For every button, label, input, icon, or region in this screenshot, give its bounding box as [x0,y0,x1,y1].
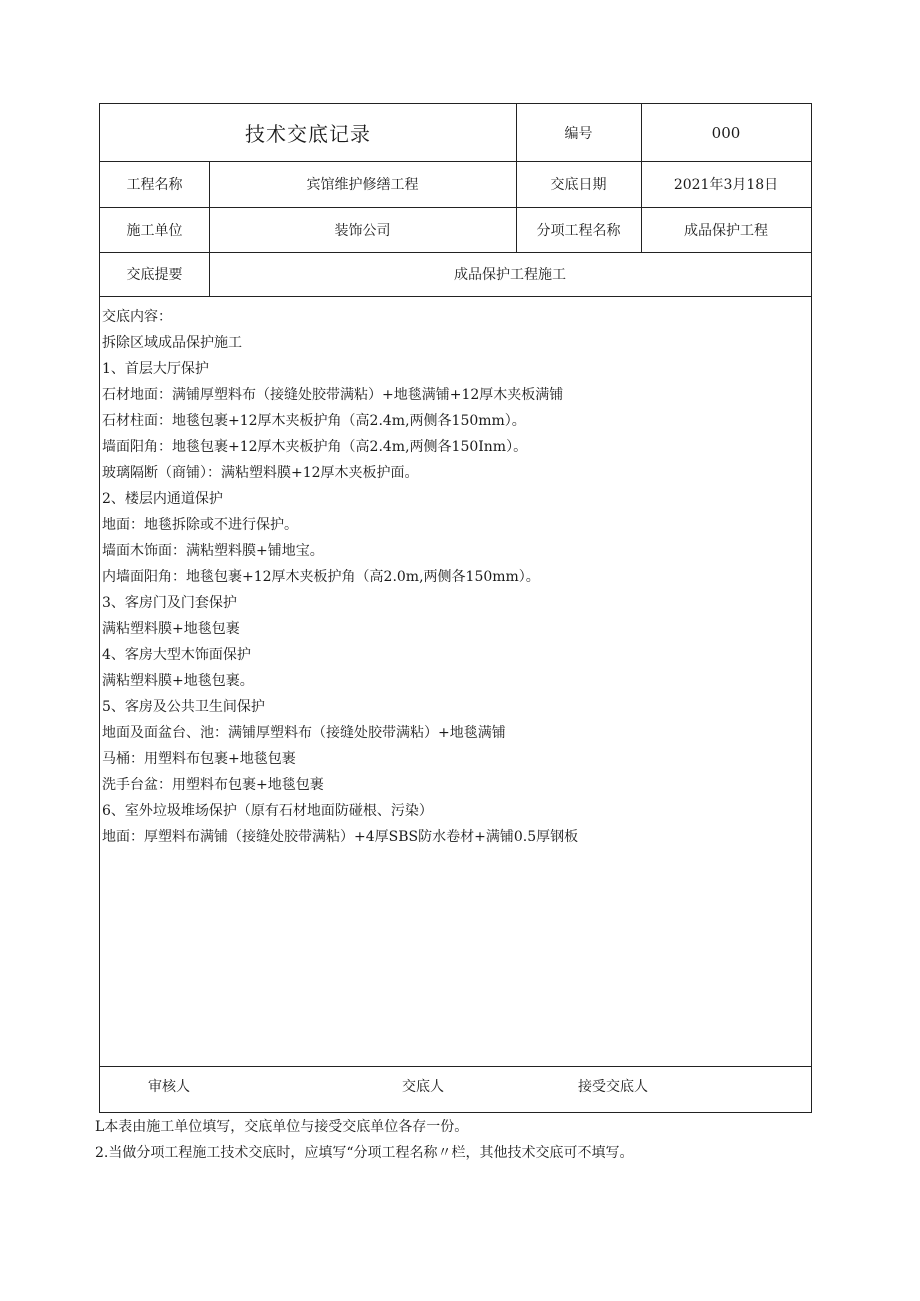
content-line: 石材地面：满铺厚塑料布（接缝处胶带满粘）+地毯满铺+12厚木夹板满铺 [102,387,564,403]
content-line: 地面：厚塑料布满铺（接缝处胶带满粘）+4厚SBS防水卷材+满铺0.5厚钢板 [102,829,579,845]
note-line: L本表由施工单位填写，交底单位与接受交底单位各存一份。 [95,1119,469,1135]
content-line: 1、首层大厅保护 [102,361,209,377]
content-line: 墙面木饰面：满粘塑料膜+铺地宝。 [102,543,324,559]
content-line: 满粘塑料膜+地毯包裹 [102,621,240,637]
content-line: 2、楼层内通道保护 [102,491,223,507]
content-line: 马桶：用塑料布包裹+地毯包裹 [102,751,296,767]
content-line: 拆除区域成品保护施工 [102,335,242,351]
summary-label: 交底提要 [126,267,183,283]
number-value: 000 [711,123,741,142]
content-line: 内墙面阳角：地毯包裹+12厚木夹板护角（高2.0m,两侧各150mm）。 [102,569,540,585]
content-line: 洗手台盆：用塑料布包裹+地毯包裹 [102,777,324,793]
form-notes [95,1114,634,1166]
construction-unit-label: 施工单位 [126,222,183,239]
presenter-label: 交底人 [402,1079,444,1095]
disclosure-content [102,304,802,850]
project-name-value: 宾馆维护修缮工程 [306,177,419,193]
content-line: 交底内容： [102,309,172,325]
content-line: 玻璃隔断（商铺）：满粘塑料膜+12厚木夹板护面。 [102,465,419,481]
content-line: 满粘塑料膜+地毯包裹。 [102,673,254,689]
construction-unit-value: 装饰公司 [334,222,391,239]
row-divider [100,1066,811,1067]
row-divider [100,296,811,297]
date-label: 交底日期 [550,177,607,193]
content-line: 墙面阳角：地毯包裹+12厚木夹板护角（高2.4m,两侧各150Inm）。 [102,439,528,455]
content-line: 3、客房门及门套保护 [102,595,237,611]
content-line: 地面及面盆台、池：满铺厚塑料布（接缝处胶带满粘）+地毯满铺 [102,725,506,741]
form-title: 技术交底记录 [245,122,371,146]
project-name-label: 工程名称 [126,177,183,193]
subitem-name-value: 成品保护工程 [684,222,768,239]
content-line: 5、客房及公共卫生间保护 [102,699,265,715]
content-line: 地面：地毯拆除或不进行保护。 [102,517,298,533]
content-line: 石材柱面：地毯包裹+12厚木夹板护角（高2.4m,两侧各150mm）。 [102,413,526,429]
subitem-name-label: 分项工程名称 [536,222,621,239]
receiver-label: 接受交底人 [578,1079,648,1095]
summary-value: 成品保护工程施工 [454,267,566,283]
content-line: 4、客房大型木饰面保护 [102,647,251,663]
reviewer-label: 审核人 [148,1079,190,1095]
disclosure-form-table [99,103,812,1113]
date-value: 2021年3月18日 [673,177,779,193]
number-label: 编号 [564,125,593,142]
note-line: 2.当做分项工程施工技术交底时，应填写“分项工程名称〃栏，其他技术交底可不填写。 [95,1145,634,1161]
content-line: 6、室外垃圾堆场保护（原有石材地面防碰根、污染） [102,803,433,819]
